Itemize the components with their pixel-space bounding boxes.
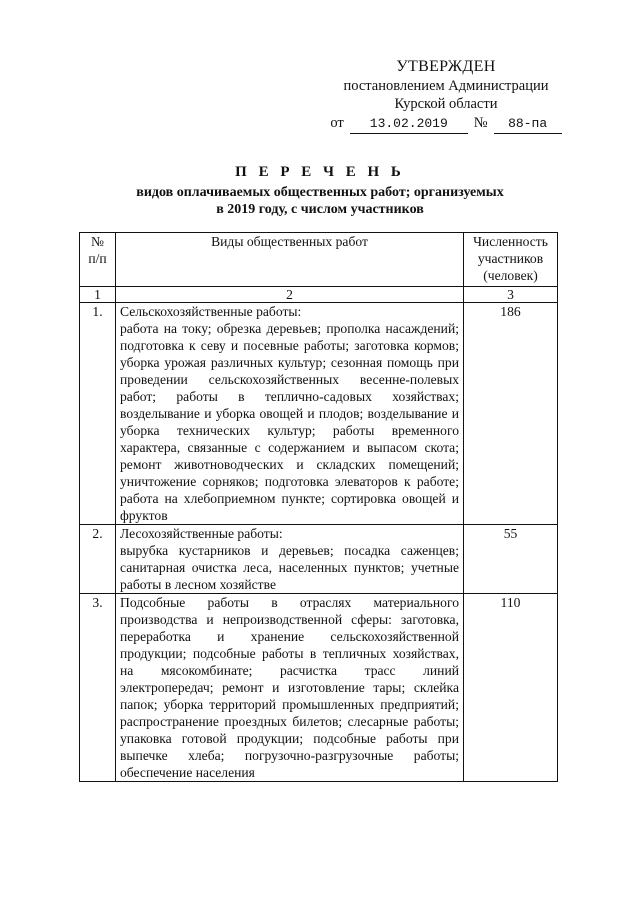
table-row [80, 303, 558, 525]
header-works: Виды общественных работ [116, 233, 464, 287]
date-prefix: от [330, 115, 344, 131]
col-number-1: 1 [80, 287, 116, 303]
row-works-text: работа на току; обрезка деревьев; прополка насаждений; подготовка к севу и посевные работы; заготовка кормов; уборка урожая различных культур; сезонная помощь при проведении сельскохозяйственных весенне-полевых работ; работы в теплично-садовых хозяйствах; возделывание и уборка овощей и плодов; возделывание и уборка технических культур; работы временного характера, связанные с содержанием и выпасом скота; ремонт животноводческих и складских помещений; уничтожение сорняков; подготовка элеваторов к работе; работа на хлебоприемном пункте; сортировка овощей и фруктов [120, 321, 459, 523]
row-num: 1. [80, 303, 116, 525]
table-row [80, 525, 558, 594]
approval-line-1: постановлением Администрации [343, 78, 549, 94]
row-works [116, 303, 464, 525]
row-works-title: Лесохозяйственные работы: [120, 526, 283, 541]
row-count: 110 [464, 594, 558, 782]
column-number-row [80, 287, 558, 303]
row-num: 3. [80, 594, 116, 782]
row-num: 2. [80, 525, 116, 594]
title-main: П Е Р Е Ч Е Н Ь [235, 164, 405, 180]
approval-number: 88-па [494, 115, 562, 134]
row-works [116, 525, 464, 594]
approval-dateline [316, 114, 576, 134]
header-count: Численность участников (человек) [464, 233, 558, 287]
approval-stamp [316, 58, 576, 134]
number-prefix: № [473, 115, 488, 131]
row-works-title: Сельскохозяйственные работы: [120, 304, 302, 319]
approval-date: 13.02.2019 [350, 115, 468, 134]
works-table [79, 232, 558, 782]
approval-heading: УТВЕРЖДЕН [396, 58, 496, 75]
approval-line-2: Курской области [394, 96, 498, 112]
row-works-text: вырубка кустарников и деревьев; посадка саженцев; санитарная очистка леса, населенных пунктов; учетные работы в лесном хозяйстве [120, 543, 459, 592]
table-row [80, 594, 558, 782]
document-title [0, 164, 640, 218]
title-line-1: видов оплачиваемых общественных работ; организуемых [136, 185, 504, 200]
row-count: 55 [464, 525, 558, 594]
row-works [116, 594, 464, 782]
col-number-2: 2 [116, 287, 464, 303]
table-header-row [80, 233, 558, 287]
row-count: 186 [464, 303, 558, 525]
header-num: № п/п [80, 233, 116, 287]
title-line-2: в 2019 году, с числом участников [216, 202, 424, 217]
row-works-text: Подсобные работы в отраслях материального производства и непроизводственной сферы: заготовка, переработка и хранение сельскохозяйственной продукции; подсобные работы в тепличных хозяйствах, на мясокомбинате; расчистка трасс линий электропередач; ремонт и изготовление тары; склейка папок; уборка территорий промышленных предприятий; распространение проездных билетов; слесарные работы; упаковка готовой продукции; подсобные работы при выпечке хлеба; погрузочно-разгрузочные работы; обеспечение населения [120, 595, 459, 780]
col-number-3: 3 [464, 287, 558, 303]
